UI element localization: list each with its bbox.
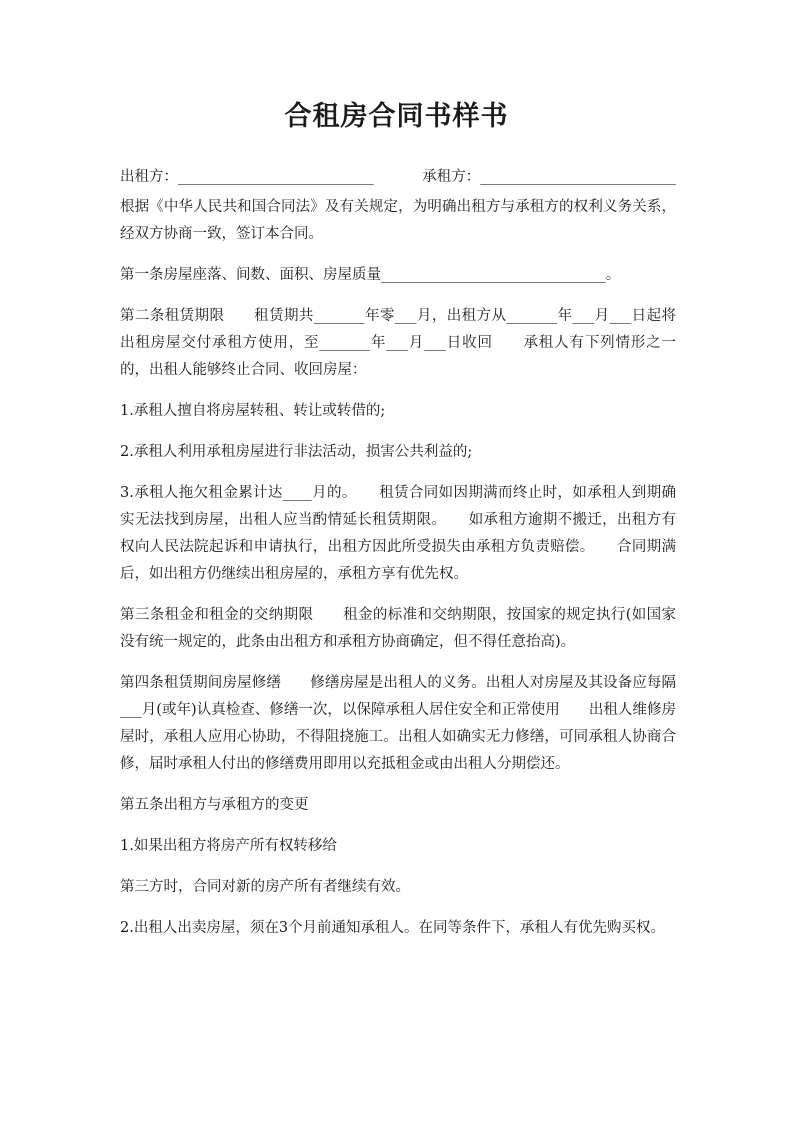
clause-paragraph: 2.承租人利用承租房屋进行非法活动，损害公共利益的; [120,444,473,460]
clause-paragraph: 第三方时，合同对新的房产所有者继续有效。 [120,879,410,895]
clause-paragraph: 1.承租人擅自将房屋转租、转让或转借的; [120,403,386,419]
article-3-paragraph: 第三条租金和租金的交纳期限 租金的标准和交纳期限，按国家的规定执行(如国家没有统一规定的，此条由出租方和承租方协商确定，但不得任意抬高)。 [120,607,676,650]
preamble-paragraph: 根据《中华人民共和国合同法》及有关规定，为明确出租方与承租方的权利义务关系，经双方协商一致，签订本合同。 [120,199,676,242]
clause-paragraph: 2.出租人出卖房屋，须在3个月前通知承租人。在同等条件下，承租人有优先购买权。 [120,920,666,936]
document-title: 合租房合同书样书 [284,101,509,132]
article-4-paragraph: 第四条租赁期间房屋修缮 修缮房屋是出租人的义务。出租人对房屋及其设备应每隔___月(或年)认真检查、修缮一次，以保障承租人居住安全和正常使用 出租人维修房屋时，承租人应用心协助，不得阻挠施工。出租人如确实无力修缮，可同承租人协商合修，届时承租人付出的修缮费用即用以充抵租金或由出租人分期偿还。 [120,675,676,772]
clause-paragraph: 3.承租人拖欠租金累计达____月的。 租赁合同如因期满而终止时，如承租人到期确实无法找到房屋，出租人应当酌情延长租赁期限。 如承租方逾期不搬迁，出租方有权向人民法院起诉和申请执行，出租方因此所受损失由承租方负责赔偿。 合同期满后，如出租方仍继续出租房屋的，承租方享有优先权。 [120,485,676,582]
party-line [120,164,676,191]
clause-paragraph: 1.如果出租方将房产所有权转移给 [120,838,337,854]
document-body [120,164,676,942]
article-1-paragraph: 第一条房屋座落、间数、面积、房屋质量_______________________________。 [120,267,621,283]
article-5-heading: 第五条出租方与承租方的变更 [120,797,309,813]
lessee-field: 承租方：___________________________ [422,169,676,185]
article-2-paragraph: 第二条租赁期限 租赁期共_______年零___月，出租方从_______年___月___日起将出租房屋交付承租方使用，至_______年___月___日收回 承租人有下列情形之一的，出租人能够终止合同、收回房屋： [120,308,676,378]
lessor-field: 出租方：___________________________ [120,169,374,185]
